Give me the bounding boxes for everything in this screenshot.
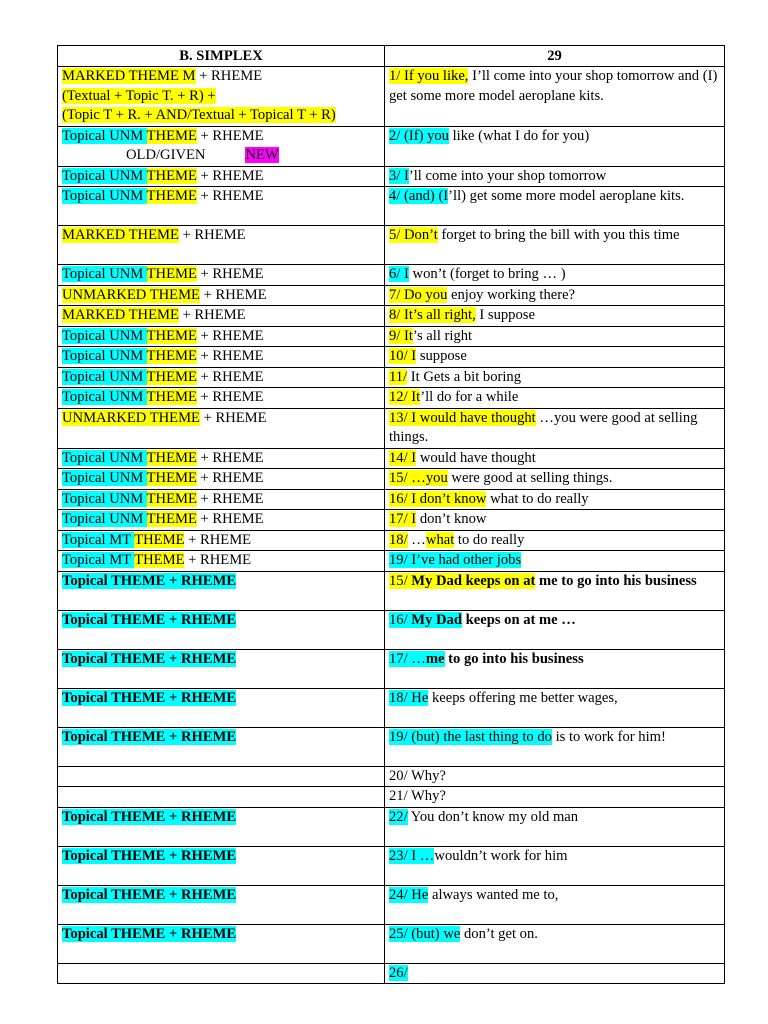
clause-text-segment: 15/ …you xyxy=(389,470,448,486)
theme-text-segment: Topical UNM xyxy=(62,449,147,466)
table-row xyxy=(58,469,725,490)
theme-cell xyxy=(58,187,385,226)
clause-text-segment: You don’t know my old man xyxy=(407,808,579,825)
table-row xyxy=(58,688,725,727)
table-body xyxy=(58,67,725,984)
theme-text-segment: + RHEME xyxy=(196,490,264,507)
clause-cell xyxy=(385,510,725,531)
table-row xyxy=(58,787,725,808)
table-row xyxy=(58,285,725,306)
clause-cell xyxy=(385,448,725,469)
clause-text-segment: I’ll come into your shop tomorrow and (I) get some more model aeroplane kits. xyxy=(389,68,718,104)
theme-text-segment: + RHEME xyxy=(184,552,252,568)
clause-text-segment: 25/ (but) we xyxy=(389,925,461,942)
clause-text-segment: to go into his business xyxy=(444,650,584,667)
clause-text-segment: 19/ (but) the last thing to do xyxy=(389,728,552,745)
theme-text-segment: THEME xyxy=(146,266,197,282)
table-row xyxy=(58,166,725,187)
theme-cell xyxy=(58,963,385,984)
theme-cell xyxy=(58,326,385,347)
table-row xyxy=(58,885,725,924)
theme-text-segment: + RHEME xyxy=(196,266,264,282)
clause-cell xyxy=(385,963,725,984)
clause-cell xyxy=(385,388,725,409)
theme-cell xyxy=(58,688,385,727)
theme-cell xyxy=(58,469,385,490)
theme-cell xyxy=(58,306,385,327)
theme-text-segment: THEME xyxy=(134,531,185,548)
theme-text-segment: THEME xyxy=(146,389,197,405)
clause-text-segment: 22/ xyxy=(389,808,408,825)
theme-text-segment: Topical UNM xyxy=(62,348,147,364)
clause-cell xyxy=(385,166,725,187)
theme-text-segment: Topical UNM xyxy=(62,490,147,507)
table-row xyxy=(58,408,725,448)
theme-cell xyxy=(58,126,385,166)
clause-cell xyxy=(385,67,725,127)
theme-text-segment: (Topic T + R. + AND/Textual + Topical T + R) xyxy=(62,107,336,123)
theme-text-segment: Topical UNM xyxy=(62,389,147,405)
theme-text-segment: THEME xyxy=(146,449,197,466)
clause-cell xyxy=(385,187,725,226)
clause-text-segment: 4/ (and) (I xyxy=(389,188,449,204)
theme-cell xyxy=(58,166,385,187)
clause-text-segment: is to work for him! xyxy=(551,728,666,745)
clause-text-segment: 17/ … xyxy=(389,650,426,667)
theme-text-segment: THEME xyxy=(146,348,197,364)
clause-cell xyxy=(385,766,725,787)
theme-cell xyxy=(58,367,385,388)
theme-text-segment: + RHEME xyxy=(178,227,246,243)
theme-text-segment: UNMARKED THEME xyxy=(62,286,200,303)
clause-cell xyxy=(385,469,725,490)
clause-cell xyxy=(385,610,725,649)
theme-text-segment: Topical MT xyxy=(62,531,135,548)
clause-text-segment: 23/ I … xyxy=(389,847,435,864)
theme-text-segment: + RHEME xyxy=(196,449,264,466)
theme-cell xyxy=(58,265,385,286)
table-row xyxy=(58,448,725,469)
theme-text-segment: Topical UNM xyxy=(62,511,147,527)
table-row xyxy=(58,610,725,649)
table-row xyxy=(58,530,725,551)
theme-text-segment: THEME xyxy=(146,470,197,486)
theme-text-segment: Topical MT xyxy=(62,552,135,568)
clause-cell xyxy=(385,326,725,347)
theme-text-segment: Topical THEME + RHEME xyxy=(62,728,237,745)
table-row xyxy=(58,571,725,610)
clause-cell xyxy=(385,688,725,727)
clause-cell xyxy=(385,649,725,688)
clause-text-segment: don’t know xyxy=(416,511,487,527)
clause-text-segment: what xyxy=(425,531,455,548)
clause-text-segment: keeps on at me … xyxy=(461,611,576,628)
theme-text-segment: Topical THEME + RHEME xyxy=(62,689,237,706)
clause-cell xyxy=(385,924,725,963)
theme-cell xyxy=(58,347,385,368)
theme-text-segment: (Textual + Topic T. + R) + xyxy=(62,87,216,104)
theme-text-segment: + RHEME xyxy=(196,348,264,364)
table-row xyxy=(58,846,725,885)
theme-text-segment: NEW xyxy=(245,147,279,163)
clause-cell xyxy=(385,885,725,924)
clause-cell xyxy=(385,226,725,265)
clause-cell xyxy=(385,727,725,766)
theme-text-segment: Topical UNM xyxy=(62,188,147,204)
table-row xyxy=(58,67,725,127)
theme-text-segment: THEME xyxy=(146,127,197,144)
theme-text-segment: Topical UNM xyxy=(62,127,147,144)
theme-text-segment: THEME xyxy=(146,490,197,507)
clause-text-segment: suppose xyxy=(416,348,467,364)
header-section-title: B. SIMPLEX xyxy=(58,46,385,67)
clause-text-segment: ’ll come into your shop tomorrow xyxy=(408,167,607,184)
theme-text-segment: THEME xyxy=(146,188,197,204)
clause-text-segment: won’t (forget to bring … ) xyxy=(408,266,566,282)
theme-text-segment: Topical THEME + RHEME xyxy=(62,925,237,942)
clause-text-segment: 9/ It xyxy=(389,327,413,344)
clause-text-segment: 16/ xyxy=(389,611,412,628)
analysis-table xyxy=(57,45,725,984)
clause-text-segment: 3/ I xyxy=(389,167,409,184)
clause-cell xyxy=(385,807,725,846)
clause-text-segment: me to go into his business xyxy=(535,572,697,589)
clause-text-segment: keeps offering me better wages, xyxy=(428,689,618,706)
theme-cell xyxy=(58,408,385,448)
table-row xyxy=(58,551,725,572)
clause-text-segment: me xyxy=(425,650,445,667)
table-row xyxy=(58,347,725,368)
theme-cell xyxy=(58,530,385,551)
clause-cell xyxy=(385,489,725,510)
clause-cell xyxy=(385,530,725,551)
clause-text-segment: like (what I do for you) xyxy=(448,127,590,144)
clause-text-segment: …you were good at selling things. xyxy=(389,409,698,445)
clause-cell xyxy=(385,126,725,166)
clause-text-segment: 2/ (If) you xyxy=(389,127,449,144)
clause-cell xyxy=(385,408,725,448)
theme-cell xyxy=(58,885,385,924)
theme-text-segment: + RHEME xyxy=(196,511,264,527)
theme-text-segment: + RHEME xyxy=(196,470,264,486)
theme-text-segment: Topical THEME + RHEME xyxy=(62,886,237,903)
theme-cell xyxy=(58,766,385,787)
table-row xyxy=(58,727,725,766)
clause-cell xyxy=(385,265,725,286)
theme-text-segment: THEME xyxy=(134,552,185,568)
theme-text-segment: Topical THEME + RHEME xyxy=(62,572,237,589)
theme-cell xyxy=(58,846,385,885)
clause-text-segment: ’ll) get some more model aeroplane kits. xyxy=(448,188,685,204)
table-row xyxy=(58,306,725,327)
theme-cell xyxy=(58,649,385,688)
theme-cell xyxy=(58,226,385,265)
theme-text-segment: OLD/GIVEN xyxy=(126,147,206,163)
theme-text-segment: + RHEME xyxy=(199,409,267,426)
clause-text-segment: 12/ It xyxy=(389,389,421,405)
clause-text-segment: 10/ I xyxy=(389,348,417,364)
theme-text-segment: + RHEME xyxy=(196,389,264,405)
clause-cell xyxy=(385,787,725,808)
clause-text-segment: 19/ I’ve had other jobs xyxy=(389,552,522,568)
clause-text-segment: 21/ Why? xyxy=(389,788,446,804)
clause-text-segment: 18/ He xyxy=(389,689,429,706)
theme-text-segment: Topical UNM xyxy=(62,368,147,385)
clause-cell xyxy=(385,347,725,368)
theme-text-segment: THEME xyxy=(146,327,197,344)
clause-text-segment: 26/ xyxy=(389,964,408,981)
clause-text-segment: 6/ I xyxy=(389,266,409,282)
theme-text-segment: + RHEME xyxy=(196,368,264,385)
clause-text-segment: 14/ I xyxy=(389,449,417,466)
clause-text-segment: 15/ xyxy=(389,572,412,589)
clause-text-segment: 5/ Don’t xyxy=(389,227,438,243)
clause-text-segment: 7/ Do you xyxy=(389,286,448,303)
table-header-row xyxy=(58,46,725,67)
clause-text-segment: ’s all right xyxy=(412,327,473,344)
theme-text-segment: MARKED THEME M xyxy=(62,68,196,84)
theme-text-segment: Topical THEME + RHEME xyxy=(62,808,237,825)
clause-text-segment: 24/ He xyxy=(389,886,429,903)
theme-text-segment: + RHEME xyxy=(196,188,264,204)
theme-text-segment: + RHEME xyxy=(178,307,246,323)
theme-text-segment: Topical THEME + RHEME xyxy=(62,650,237,667)
clause-text-segment: 1/ If you like, xyxy=(389,68,469,84)
clause-text-segment: 16/ I don’t know xyxy=(389,490,487,507)
clause-cell xyxy=(385,571,725,610)
clause-cell xyxy=(385,846,725,885)
theme-text-segment: Topical THEME + RHEME xyxy=(62,611,237,628)
clause-text-segment: ’ll do for a while xyxy=(420,389,519,405)
table-row xyxy=(58,766,725,787)
theme-text-segment: + RHEME xyxy=(196,127,264,144)
table-row xyxy=(58,489,725,510)
theme-text-segment: + RHEME xyxy=(196,167,264,184)
table-row xyxy=(58,326,725,347)
theme-cell xyxy=(58,787,385,808)
theme-cell xyxy=(58,551,385,572)
theme-text-segment: + RHEME xyxy=(199,286,267,303)
theme-text-segment: Topical UNM xyxy=(62,266,147,282)
clause-text-segment: would have thought xyxy=(416,449,536,466)
theme-text-segment: Topical THEME + RHEME xyxy=(62,847,237,864)
header-page-number: 29 xyxy=(385,46,725,67)
table-row xyxy=(58,807,725,846)
theme-cell xyxy=(58,388,385,409)
clause-cell xyxy=(385,285,725,306)
theme-text-segment: Topical UNM xyxy=(62,327,147,344)
table-row xyxy=(58,924,725,963)
table-row xyxy=(58,126,725,166)
clause-text-segment: enjoy working there? xyxy=(447,286,576,303)
clause-text-segment: My Dad xyxy=(411,611,462,628)
theme-cell xyxy=(58,571,385,610)
table-row xyxy=(58,510,725,531)
theme-cell xyxy=(58,924,385,963)
theme-text-segment: MARKED THEME xyxy=(62,307,179,323)
table-row xyxy=(58,963,725,984)
table-row xyxy=(58,388,725,409)
clause-text-segment: … xyxy=(407,531,426,548)
clause-text-segment: My Dad keeps on at xyxy=(411,572,536,589)
theme-cell xyxy=(58,807,385,846)
theme-text-segment: + RHEME xyxy=(196,327,264,344)
theme-text-segment: Topical UNM xyxy=(62,470,147,486)
theme-text-segment: + RHEME xyxy=(184,531,252,548)
table-row xyxy=(58,226,725,265)
clause-text-segment: were good at selling things. xyxy=(447,470,613,486)
theme-text-segment: Topical UNM xyxy=(62,167,147,184)
table-row xyxy=(58,265,725,286)
clause-text-segment: 20/ Why? xyxy=(389,767,446,784)
table-row xyxy=(58,649,725,688)
clause-text-segment: 8/ It’s all right, xyxy=(389,307,476,323)
clause-text-segment: 18/ xyxy=(389,531,408,548)
theme-cell xyxy=(58,67,385,127)
clause-text-segment: wouldn’t work for him xyxy=(434,847,568,864)
clause-text-segment: 17/ I xyxy=(389,511,417,527)
theme-cell xyxy=(58,510,385,531)
table-row xyxy=(58,187,725,226)
theme-text-segment: THEME xyxy=(146,167,197,184)
clause-cell xyxy=(385,306,725,327)
clause-text-segment: I suppose xyxy=(475,307,535,323)
theme-cell xyxy=(58,448,385,469)
theme-cell xyxy=(58,285,385,306)
clause-cell xyxy=(385,367,725,388)
theme-text-segment: THEME xyxy=(146,511,197,527)
clause-cell xyxy=(385,551,725,572)
clause-text-segment: don’t get on. xyxy=(460,925,538,942)
clause-text-segment: 13/ I would have thought xyxy=(389,409,536,426)
theme-cell xyxy=(58,489,385,510)
theme-text-segment: THEME xyxy=(146,368,197,385)
theme-cell xyxy=(58,727,385,766)
clause-text-segment: It Gets a bit boring xyxy=(407,368,522,385)
clause-text-segment: always wanted me to, xyxy=(428,886,559,903)
theme-text-segment: UNMARKED THEME xyxy=(62,409,200,426)
table-row xyxy=(58,367,725,388)
theme-text-segment: + RHEME xyxy=(195,68,263,84)
clause-text-segment: forget to bring the bill with you this time xyxy=(437,227,680,243)
clause-text-segment: what to do really xyxy=(486,490,589,507)
theme-cell xyxy=(58,610,385,649)
clause-text-segment: 11/ xyxy=(389,368,408,385)
theme-text-segment: MARKED THEME xyxy=(62,227,179,243)
clause-text-segment: to do really xyxy=(454,531,525,548)
